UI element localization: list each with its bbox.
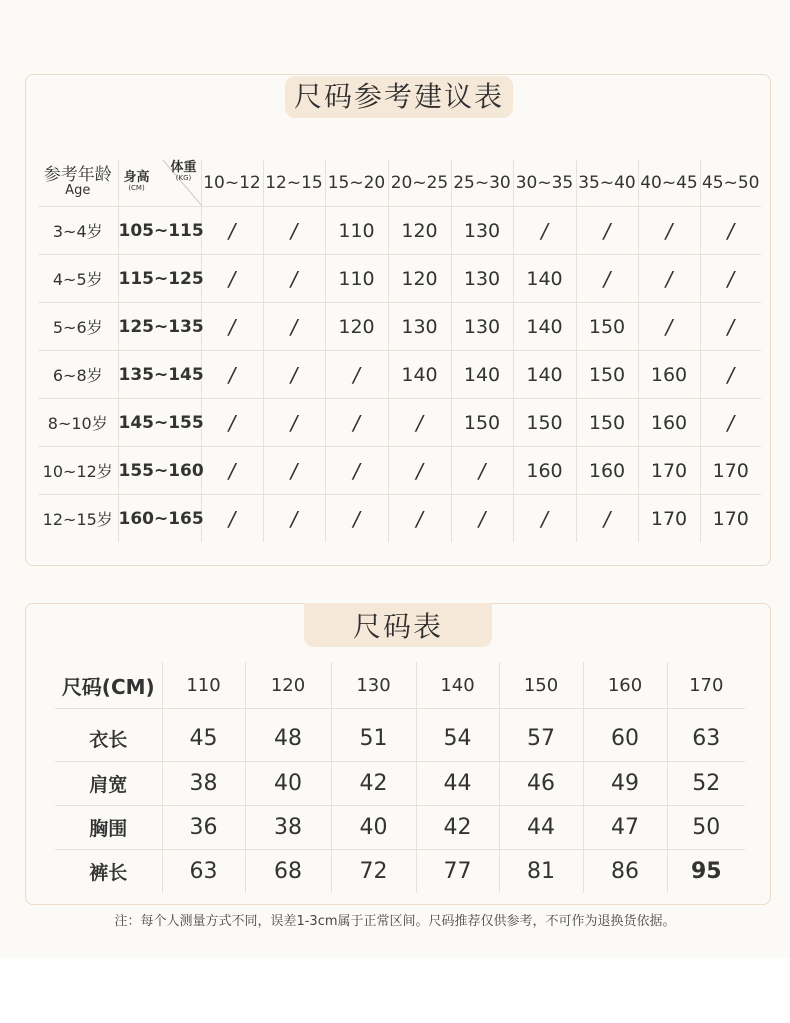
size-recommend-cell: 130 bbox=[451, 207, 513, 255]
measurement-value: 95 bbox=[690, 859, 722, 884]
size-recommend-cell: 140 bbox=[513, 351, 576, 399]
size-recommend-cell: / bbox=[263, 495, 325, 543]
size-recommend-cell: / bbox=[513, 495, 576, 543]
size-recommend-cell: 110 bbox=[325, 207, 388, 255]
measurement-value: 47 bbox=[583, 806, 667, 850]
size-recommend-cell: 170 bbox=[700, 447, 761, 495]
measurement-value: 49 bbox=[583, 762, 667, 806]
measurement-value: 81 bbox=[499, 850, 583, 894]
weight-col-header: 25~30 bbox=[451, 160, 513, 207]
size-recommend-cell: / bbox=[201, 495, 263, 543]
size-recommend-cell: / bbox=[325, 447, 388, 495]
height-header bbox=[124, 172, 150, 194]
size-recommend-cell: 110 bbox=[325, 255, 388, 303]
recommend-row bbox=[38, 303, 761, 351]
size-title: 尺码表 bbox=[304, 603, 492, 647]
measurement-value: 40 bbox=[331, 806, 416, 850]
size-recommend-cell: / bbox=[325, 351, 388, 399]
recommend-row bbox=[38, 495, 761, 543]
weight-col-header: 20~25 bbox=[388, 160, 451, 207]
measurement-value: 42 bbox=[331, 762, 416, 806]
height-cell: 155~160 bbox=[118, 447, 201, 495]
size-recommend-cell: 160 bbox=[576, 447, 638, 495]
size-col-header: 140 bbox=[416, 662, 499, 709]
measurement-label: 肩宽 bbox=[55, 762, 162, 806]
size-recommend-cell: / bbox=[700, 303, 761, 351]
size-recommend-cell: 140 bbox=[388, 351, 451, 399]
weight-col-header: 30~35 bbox=[513, 160, 576, 207]
size-recommend-cell: 170 bbox=[638, 495, 700, 543]
size-recommend-cell: 150 bbox=[576, 303, 638, 351]
disclaimer-note: 注：每个人测量方式不同，误差1-3cm属于正常区间。尺码推荐仅供参考，不可作为退换货依据。 bbox=[114, 914, 676, 929]
size-recommend-cell: 160 bbox=[638, 351, 700, 399]
measurement-value: 36 bbox=[162, 806, 245, 850]
weight-col-header: 10~12 bbox=[201, 160, 263, 207]
measurement-value: 68 bbox=[245, 850, 331, 894]
size-recommend-cell: / bbox=[388, 495, 451, 543]
age-cell: 10~12岁 bbox=[38, 447, 118, 495]
measurement-value: 52 bbox=[667, 762, 745, 806]
measurement-value: 38 bbox=[245, 806, 331, 850]
size-recommend-cell: 120 bbox=[388, 207, 451, 255]
size-recommend-cell: / bbox=[700, 207, 761, 255]
height-cell: 115~125 bbox=[118, 255, 201, 303]
size-row bbox=[55, 762, 745, 806]
measurement-value: 72 bbox=[331, 850, 416, 894]
measurement-value: 77 bbox=[416, 850, 499, 894]
size-recommend-cell: 150 bbox=[513, 399, 576, 447]
age-cell: 8~10岁 bbox=[38, 399, 118, 447]
measurement-value: 44 bbox=[416, 762, 499, 806]
height-weight-header bbox=[118, 160, 201, 207]
height-header-unit: (CM) bbox=[128, 184, 145, 192]
size-recommend-cell: / bbox=[451, 495, 513, 543]
size-recommend-cell: / bbox=[700, 351, 761, 399]
size-header-row bbox=[55, 662, 745, 709]
height-cell: 125~135 bbox=[118, 303, 201, 351]
height-cell: 160~165 bbox=[118, 495, 201, 543]
size-col-header: 110 bbox=[162, 662, 245, 709]
size-row bbox=[55, 709, 745, 762]
size-recommend-cell: / bbox=[263, 207, 325, 255]
size-header-label: 尺码(CM) bbox=[55, 662, 162, 709]
measurement-value: 50 bbox=[667, 806, 745, 850]
weight-col-header: 15~20 bbox=[325, 160, 388, 207]
weight-col-header: 40~45 bbox=[638, 160, 700, 207]
size-recommend-cell: / bbox=[388, 447, 451, 495]
size-recommend-cell: / bbox=[638, 255, 700, 303]
size-recommend-cell: 170 bbox=[712, 507, 749, 530]
measurement-value: 48 bbox=[245, 709, 331, 762]
weight-col-header: 45~50 bbox=[700, 160, 761, 207]
size-recommend-cell: / bbox=[201, 351, 263, 399]
size-recommend-cell: / bbox=[201, 399, 263, 447]
recommend-row bbox=[38, 351, 761, 399]
size-recommend-cell: 140 bbox=[513, 303, 576, 351]
measurement-value: 54 bbox=[416, 709, 499, 762]
size-recommend-cell: / bbox=[638, 303, 700, 351]
age-cell: 6~8岁 bbox=[38, 351, 118, 399]
recommend-row bbox=[38, 255, 761, 303]
size-row bbox=[55, 850, 745, 894]
age-cell: 12~15岁 bbox=[38, 495, 118, 543]
size-recommend-cell: 150 bbox=[451, 399, 513, 447]
size-recommend-cell: / bbox=[700, 255, 761, 303]
recommend-row bbox=[38, 399, 761, 447]
measurement-label: 胸围 bbox=[55, 806, 162, 850]
size-recommend-cell: / bbox=[576, 495, 638, 543]
size-col-header: 170 bbox=[667, 662, 745, 709]
size-recommend-cell: / bbox=[201, 447, 263, 495]
size-recommend-cell: 170 bbox=[638, 447, 700, 495]
age-cell: 5~6岁 bbox=[38, 303, 118, 351]
size-recommend-cell: 130 bbox=[388, 303, 451, 351]
measurement-value: 42 bbox=[416, 806, 499, 850]
recommend-row bbox=[38, 207, 761, 255]
recommend-header-row bbox=[38, 160, 761, 207]
measurement-label: 裤长 bbox=[55, 850, 162, 894]
size-recommend-cell: 160 bbox=[513, 447, 576, 495]
size-recommend-cell: / bbox=[263, 303, 325, 351]
size-recommend-cell: / bbox=[576, 207, 638, 255]
age-header-cn: 参考年龄 bbox=[43, 165, 112, 185]
recommend-table bbox=[38, 160, 761, 542]
size-recommend-cell: 150 bbox=[576, 399, 638, 447]
size-recommend-cell: 130 bbox=[451, 303, 513, 351]
weight-header-unit: (KG) bbox=[175, 174, 192, 182]
age-cell: 3~4岁 bbox=[38, 207, 118, 255]
age-header-en: Age bbox=[65, 183, 91, 198]
size-recommend-cell: 160 bbox=[638, 399, 700, 447]
size-recommend-cell: / bbox=[263, 351, 325, 399]
weight-col-header: 35~40 bbox=[576, 160, 638, 207]
size-col-header: 120 bbox=[245, 662, 331, 709]
size-recommend-cell: / bbox=[325, 399, 388, 447]
age-header bbox=[38, 160, 118, 207]
size-recommend-cell: 140 bbox=[451, 351, 513, 399]
size-row bbox=[55, 806, 745, 850]
size-col-header: 130 bbox=[331, 662, 416, 709]
size-recommend-cell: / bbox=[201, 207, 263, 255]
size-recommend-cell: / bbox=[325, 495, 388, 543]
recommend-title: 尺码参考建议表 bbox=[285, 76, 513, 118]
size-recommend-cell: / bbox=[263, 447, 325, 495]
size-recommend-cell: / bbox=[263, 399, 325, 447]
age-cell: 4~5岁 bbox=[38, 255, 118, 303]
size-recommend-cell: 140 bbox=[513, 255, 576, 303]
measurement-value: 51 bbox=[331, 709, 416, 762]
size-recommend-cell: / bbox=[263, 255, 325, 303]
size-recommend-cell: / bbox=[201, 255, 263, 303]
measurement-value: 45 bbox=[162, 709, 245, 762]
measurement-value: 40 bbox=[245, 762, 331, 806]
measurement-value: 44 bbox=[499, 806, 583, 850]
height-cell: 145~155 bbox=[118, 399, 201, 447]
size-recommend-cell: / bbox=[576, 255, 638, 303]
size-recommend-cell: / bbox=[638, 207, 700, 255]
measurement-value: 46 bbox=[499, 762, 583, 806]
height-cell: 105~115 bbox=[118, 207, 201, 255]
size-col-header: 160 bbox=[583, 662, 667, 709]
size-recommend-cell: 120 bbox=[325, 303, 388, 351]
size-recommend-cell: 150 bbox=[576, 351, 638, 399]
weight-col-header: 12~15 bbox=[263, 160, 325, 207]
size-recommend-cell: / bbox=[451, 447, 513, 495]
height-cell: 135~145 bbox=[118, 351, 201, 399]
size-recommend-cell: / bbox=[201, 303, 263, 351]
measurement-value: 57 bbox=[499, 709, 583, 762]
measurement-value: 63 bbox=[667, 709, 745, 762]
measurement-value: 86 bbox=[583, 850, 667, 894]
size-recommend-cell: 120 bbox=[388, 255, 451, 303]
size-recommend-cell: / bbox=[388, 399, 451, 447]
measurement-value: 63 bbox=[162, 850, 245, 894]
size-col-header: 150 bbox=[499, 662, 583, 709]
height-header-cn: 身高 bbox=[123, 170, 150, 185]
weight-header-cn: 体重 bbox=[170, 160, 197, 175]
recommend-row bbox=[38, 447, 761, 495]
size-recommend-cell: 130 bbox=[451, 255, 513, 303]
size-recommend-cell: / bbox=[513, 207, 576, 255]
weight-header bbox=[170, 162, 196, 184]
measurement-value: 60 bbox=[583, 709, 667, 762]
measurement-value: 38 bbox=[162, 762, 245, 806]
measurement-label: 衣长 bbox=[55, 709, 162, 762]
size-recommend-cell: / bbox=[700, 399, 761, 447]
size-table bbox=[55, 662, 745, 893]
